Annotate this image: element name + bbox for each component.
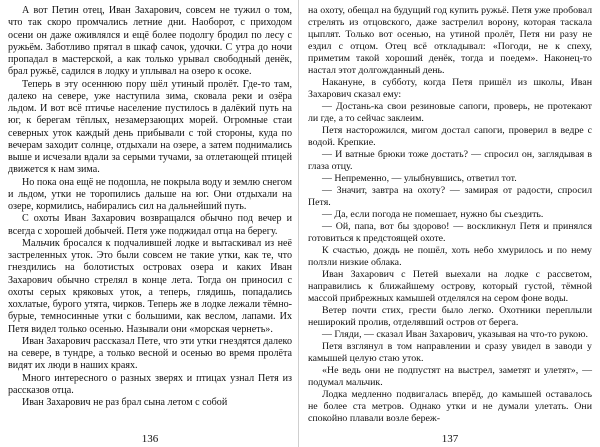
paragraph: — Достань-ка свои резиновые сапоги, проверь, не протекают ли где, а то сейчас заклеим. (308, 101, 592, 124)
left-page (8, 5, 292, 445)
paragraph: Много интересного о разных зверях и птицах узнал Петя из рассказов отца. (8, 372, 292, 396)
paragraph: Теперь в эту осеннюю пору шёл утиный пролёт. Где-то там, далеко на севере, уже наступила зима, сковала реки и озёра льдом. И вот всё птичье население пустилось в далёкий путь на юг, к берегам тёплых, незамерзающих морей. Огромные стаи северных уток каждый день прибывали с той стороны, куда по вечерам заходит солнце, отдыхали на озере, а затем поднимались выше и исчезали вдали за серыми тучами, за отлетающей птицей движется к нам зима. (8, 78, 292, 176)
paragraph: Накануне, в субботу, когда Петя пришёл из школы, Иван Захарович сказал ему: (308, 77, 592, 100)
paragraph: — Значит, завтра на охоту? — замирая от радости, спросил Петя. (308, 185, 592, 208)
paragraph: — И ватные брюки тоже достать? — спросил он, заглядывая в глаза отцу. (308, 149, 592, 172)
paragraph: — Ой, папа, вот бы здорово! — воскликнул Петя и принялся готовиться к предстоящей охоте. (308, 221, 592, 244)
paragraph: Ветер почти стих, грести было легко. Охотники переплыли неширокий пролив, отделявший остров от берега. (308, 305, 592, 328)
paragraph: К счастью, дождь не пошёл, хоть небо хмурилось и по нему ползли низкие облака. (308, 245, 592, 268)
paragraph: — Непременно, — улыбнувшись, ответил тот. (322, 173, 517, 184)
paragraph: Иван Захарович не раз брал сына летом с собой (22, 397, 228, 408)
paragraph: Иван Захарович с Петей выехали на лодке с рассветом, направились к ближайшему острову, который густой, тёмной массой прибрежных камышей отделялся на сером фоне воды. (308, 269, 592, 304)
right-page (308, 5, 592, 445)
paragraph: Лодка медленно подвигалась вперёд, до камышей оставалось не более ста метров. Однако утки и не думали улетать. Они спокойно плавали возле береж- (308, 389, 592, 424)
book-gutter (298, 0, 299, 447)
right-page-text (308, 5, 592, 425)
left-page-text (8, 5, 292, 409)
paragraph: на охоту, обещал на будущий год купить ружьё. Петя уже пробовал стрелять из отцовского, даже застрелил ворону, которая таскала цыплят. Только вот осенью, на утиной пролёт, Петя ни разу не ездил с отцом. Отец всё откладывал: «Погоди, не к спеху, приметим такой хороший денёк, тогда и поедем». Наконец-то настал этот долгожданный день. (308, 5, 592, 76)
page-number: 136 (141, 433, 159, 445)
paragraph: А вот Петин отец, Иван Захарович, совсем не тужил о том, что так скоро промчались летние дни. Наоборот, с приходом осени он даже оживлялся и ещё более подолгу бродил по лесу с ружьём. Заботливо прятал в шкаф сачок, удочки. С утра до ночи пропадал в мастерской, а как только урывал свободный денёк, брал ружьё, садился в лодку и уплывал на озеро к осоке. (8, 5, 292, 78)
paragraph: Но пока она ещё не подошла, не покрыла воду и землю снегом и льдом, утки не торопились дальше на юг. Они отдыхали на озере, кормились, набирались сил на дальнейший путь. (8, 176, 293, 212)
paragraph: Мальчик бросался к подчалившей лодке и вытаскивал из неё застреленных уток. Это были совсем не такие утки, как те, что гнездились на болотистых островах озера и каких Иван Захарович обычно стрелял в конце лета. Тогда он приносил с охоты серых кряковых уток, а теперь, глядишь, попадались хохлатые, бурого утята, чирков. Теперь же в лодке лежали тёмно-бурые, темносинные утки с большими, как веслом, лапами. Их Петя видел только осенью. Называли они «морская чернеть». (8, 237, 292, 335)
paragraph: Петя взглянул в том направлении и сразу увидел в заводи у камышей целую стаю уток. (308, 341, 592, 364)
paragraph: С охоты Иван Захарович возвращался обычно под вечер и всегда с хорошей добычей. Петя уже поджидал отца на берегу. (8, 213, 292, 237)
page-number: 137 (441, 433, 459, 445)
paragraph: — Гляди, — сказал Иван Захарович, указывая на что-то рукою. (322, 329, 588, 340)
paragraph: «Не ведь они не подпустят на выстрел, заметят и улетят», — подумал мальчик. (308, 365, 592, 388)
paragraph: Иван Захарович рассказал Пете, что эти утки гнездятся далеко на севере, в тундре, а только весной и осенью во время пролёта видят их люди в наших краях. (8, 335, 292, 372)
paragraph: — Да, если погода не помешает, нужно бы съездить. (322, 209, 544, 220)
paragraph: Петя насторожился, мигом достал сапоги, проверил в ведре с водой. Крепкие. (308, 125, 592, 148)
